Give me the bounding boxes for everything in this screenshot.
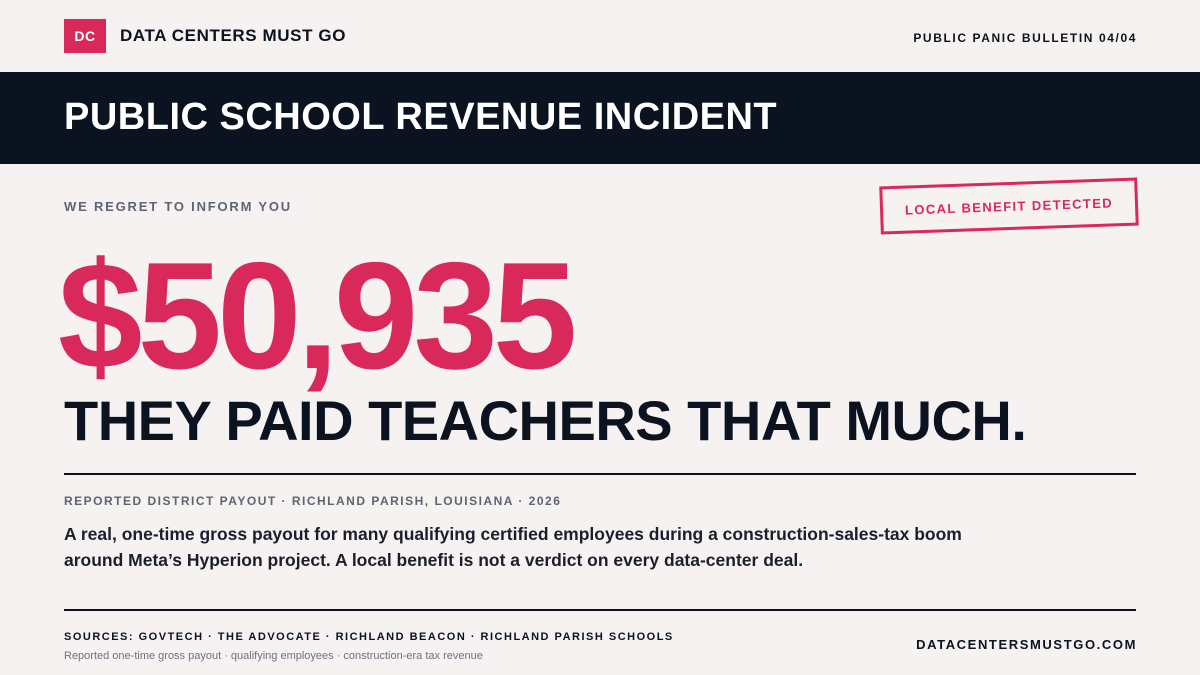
body-paragraph: A real, one-time gross payout for many qualifying certified employees during a construction-sales-tax boom around Meta’s Hyperion project. A local benefit is not a verdict on every data-center deal.: [64, 524, 962, 570]
headline: THEY PAID TEACHERS THAT MUCH.: [64, 389, 1027, 452]
website-url: DATACENTERSMUSTGO.COM: [916, 637, 1137, 652]
brand-name: DATA CENTERS MUST GO: [120, 26, 347, 45]
page-title: PUBLIC SCHOOL REVENUE INCIDENT: [64, 96, 778, 138]
divider-top: [64, 473, 1136, 475]
local-benefit-stamp: [879, 178, 1139, 235]
eyebrow-text: WE REGRET TO INFORM YOU: [64, 199, 292, 214]
divider-bottom: [64, 609, 1136, 611]
footnote: Reported one-time gross payout · qualifying employees · construction-era tax revenue: [64, 650, 483, 662]
top-bar: [0, 0, 1200, 72]
stamp-label: LOCAL BENEFIT DETECTED: [904, 194, 1114, 218]
report-meta: REPORTED DISTRICT PAYOUT · RICHLAND PARISH, LOUISIANA · 2026: [64, 494, 562, 508]
brand-logo: DC: [64, 19, 106, 53]
payout-amount: $50,935: [58, 231, 573, 401]
sources-line: SOURCES: GOVTECH · THE ADVOCATE · RICHLAND BEACON · RICHLAND PARISH SCHOOLS: [64, 631, 674, 643]
bulletin-number: PUBLIC PANIC BULLETIN 04/04: [913, 31, 1137, 45]
title-banner: [0, 72, 1200, 164]
